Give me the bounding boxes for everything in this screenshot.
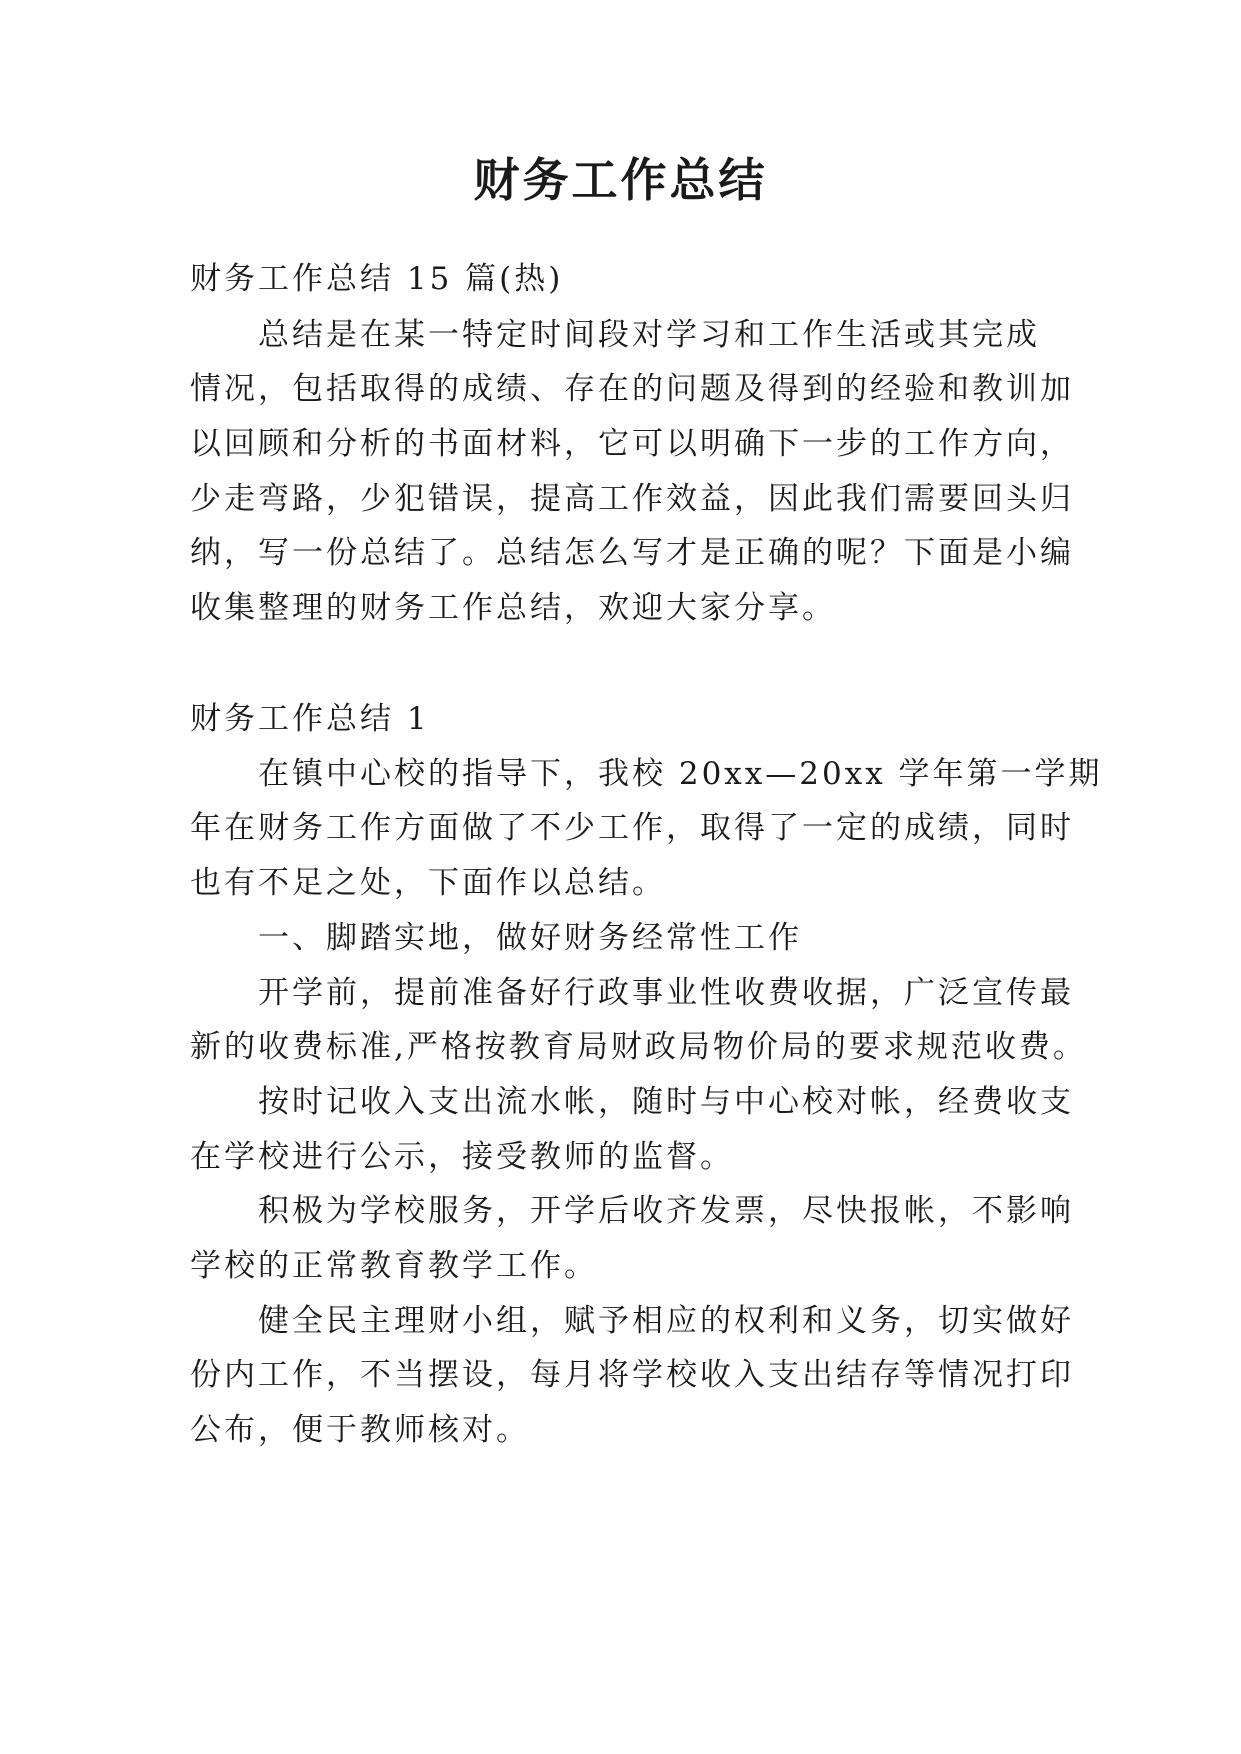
section-heading: 财务工作总结 1 xyxy=(190,701,430,737)
text-line: 也有不足之处，下面作以总结。 xyxy=(190,865,666,901)
text-line: 新的收费标准,严格按教育局财政局物价局的要求规范收费。 xyxy=(190,1029,1087,1065)
text-line: 年在财务工作方面做了不少工作，取得了一定的成绩，同时 xyxy=(190,810,1074,846)
text-line: 在镇中心校的指导下，我校 20xx—20xx 学年第一学期 xyxy=(258,756,1103,792)
text-line: 在学校进行公示，接受教师的监督。 xyxy=(190,1139,734,1175)
text-line: 按时记收入支出流水帐，随时与中心校对帐，经费收支 xyxy=(258,1084,1074,1120)
subsection-heading: 一、脚踏实地，做好财务经常性工作 xyxy=(258,920,802,956)
page-title: 财务工作总结 xyxy=(473,153,768,207)
text-line: 积极为学校服务，开学后收齐发票，尽快报帐，不影响 xyxy=(258,1193,1074,1229)
text-line: 健全民主理财小组，赋予相应的权利和义务，切实做好 xyxy=(258,1303,1074,1339)
text-line: 公布，便于教师核对。 xyxy=(190,1412,530,1448)
text-line: 份内工作，不当摆设，每月将学校收入支出结存等情况打印 xyxy=(190,1357,1074,1393)
text-line: 学校的正常教育教学工作。 xyxy=(190,1248,598,1284)
text-line: 情况，包括取得的成绩、存在的问题及得到的经验和教训加 xyxy=(190,371,1074,407)
text-line: 总结是在某一特定时间段对学习和工作生活或其完成 xyxy=(258,317,1040,353)
text-line: 收集整理的财务工作总结，欢迎大家分享。 xyxy=(190,590,836,626)
text-line: 以回顾和分析的书面材料，它可以明确下一步的工作方向， xyxy=(190,426,1074,462)
text-line: 少走弯路，少犯错误，提高工作效益，因此我们需要回头归 xyxy=(190,481,1074,517)
text-line: 纳，写一份总结了。总结怎么写才是正确的呢？下面是小编 xyxy=(190,535,1074,571)
text-line: 开学前，提前准备好行政事业性收费收据，广泛宣传最 xyxy=(258,975,1074,1011)
subtitle-line: 财务工作总结 15 篇(热) xyxy=(190,261,564,297)
